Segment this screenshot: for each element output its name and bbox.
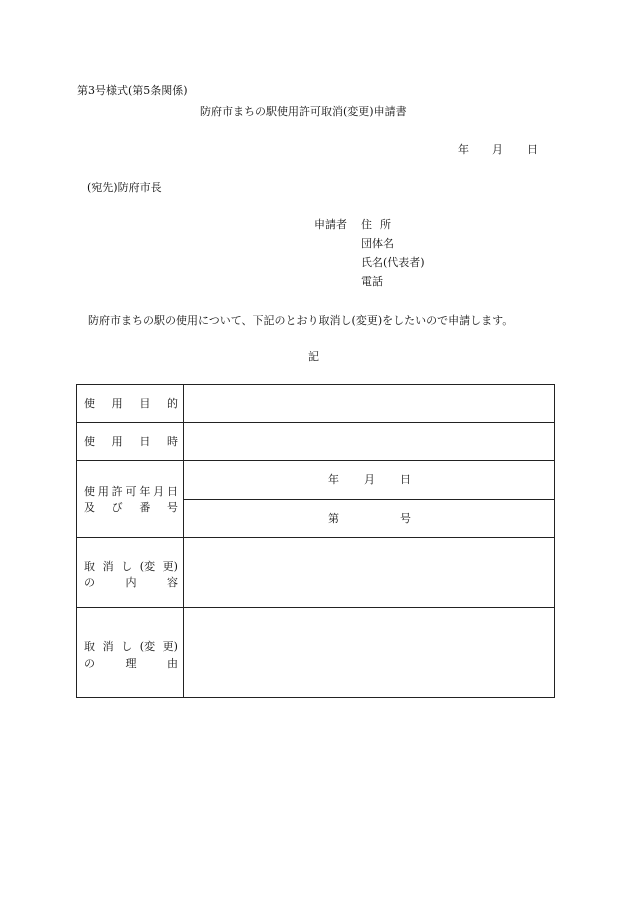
applicant-address-label: 住所 — [361, 218, 399, 231]
datetime-field[interactable] — [184, 423, 554, 460]
purpose-label: 使 用 目 的 — [84, 397, 178, 410]
change-reason-label-line1: 取 消 し (変 更) — [84, 640, 178, 653]
change-content-label-line1: 取 消 し (変 更) — [84, 560, 178, 573]
permit-date-number-label-line1: 使 用 許 可 年 月 日 — [84, 485, 178, 498]
applicant-label: 申請者 — [314, 218, 347, 231]
permit-date-number-label-line2: 及 び 番 号 — [84, 501, 178, 514]
change-reason-field[interactable] — [184, 608, 554, 697]
permit-year-label: 年 — [328, 473, 339, 486]
datetime-label: 使 用 日 時 — [84, 435, 178, 448]
date-month-label: 月 — [492, 143, 503, 156]
form-number: 第3号様式(第5条関係) — [77, 84, 188, 97]
permit-number-suffix: 号 — [400, 512, 411, 525]
application-table — [76, 384, 555, 698]
change-content-field[interactable] — [184, 538, 554, 607]
permit-day-label: 日 — [400, 473, 411, 486]
applicant-group-label: 団体名 — [361, 237, 394, 250]
permit-month-label: 月 — [364, 473, 375, 486]
addressee: (宛先)防府市長 — [87, 181, 162, 194]
document-title: 防府市まちの駅使用許可取消(変更)申請書 — [200, 105, 407, 118]
date-day-label: 日 — [527, 143, 538, 156]
purpose-field[interactable] — [184, 385, 554, 422]
application-body-text: 防府市まちの駅の使用について、下記のとおり取消し(変更)をしたいので申請します。 — [88, 314, 514, 327]
record-heading: 記 — [308, 350, 319, 363]
date-year-label: 年 — [458, 143, 469, 156]
applicant-phone-label: 電話 — [361, 275, 383, 288]
change-reason-label-line2: の 理 由 — [84, 657, 178, 670]
applicant-name-label: 氏名(代表者) — [361, 256, 425, 269]
permit-number-prefix: 第 — [328, 512, 339, 525]
change-content-label-line2: の 内 容 — [84, 576, 178, 589]
